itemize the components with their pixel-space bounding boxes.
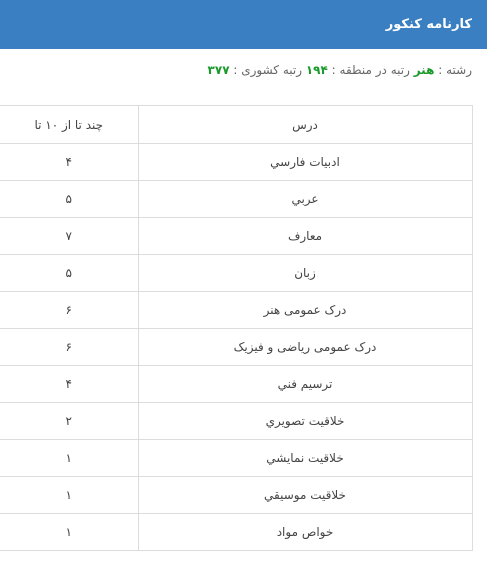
score-cell: ۱: [0, 477, 138, 514]
lesson-cell: خلاقيت موسيقي: [138, 477, 472, 514]
page-title: کارنامه کنکور: [385, 17, 472, 32]
regional-rank-value: ۱۹۴: [305, 63, 328, 77]
lesson-cell: خلاقيت نمايشي: [138, 440, 472, 477]
table-row: [0, 292, 472, 329]
table-row: [0, 218, 472, 255]
lesson-cell: زبان: [138, 255, 472, 292]
results-table: [0, 105, 473, 551]
score-cell: ۱: [0, 514, 138, 551]
results-table-container: [0, 105, 472, 551]
score-cell: ۲: [0, 403, 138, 440]
table-row: [0, 144, 472, 181]
column-header-score: چند تا از ۱۰ تا: [0, 106, 138, 144]
table-row: [0, 329, 472, 366]
table-row: [0, 181, 472, 218]
table-row: [0, 403, 472, 440]
score-cell: ۴: [0, 366, 138, 403]
header-bar: [0, 0, 487, 49]
lesson-cell: درک عمومی رياضی و فيزيک: [138, 329, 472, 366]
national-rank-label: رتبه کشوری :: [233, 63, 303, 77]
score-cell: ۷: [0, 218, 138, 255]
score-cell: ۱: [0, 440, 138, 477]
field-value: هنر: [413, 63, 435, 77]
score-cell: ۶: [0, 292, 138, 329]
table-row: [0, 477, 472, 514]
lesson-cell: معارف: [138, 218, 472, 255]
lesson-cell: خواص مواد: [138, 514, 472, 551]
regional-rank-label: رتبه در منطقه :: [331, 63, 410, 77]
score-cell: ۶: [0, 329, 138, 366]
field-label: رشته :: [438, 63, 472, 77]
rank-summary: [208, 63, 472, 77]
table-row: [0, 255, 472, 292]
score-cell: ۵: [0, 255, 138, 292]
table-row: [0, 440, 472, 477]
national-rank-value: ۳۷۷: [207, 63, 230, 77]
lesson-cell: عربي: [138, 181, 472, 218]
lesson-cell: خلاقيت تصويري: [138, 403, 472, 440]
table-row: [0, 366, 472, 403]
table-header-row: [0, 106, 472, 144]
lesson-cell: درک عمومی هنر: [138, 292, 472, 329]
score-cell: ۵: [0, 181, 138, 218]
lesson-cell: ترسيم فني: [138, 366, 472, 403]
column-header-lesson: درس: [138, 106, 472, 144]
lesson-cell: ادبيات فارسي: [138, 144, 472, 181]
score-cell: ۴: [0, 144, 138, 181]
table-row: [0, 514, 472, 551]
